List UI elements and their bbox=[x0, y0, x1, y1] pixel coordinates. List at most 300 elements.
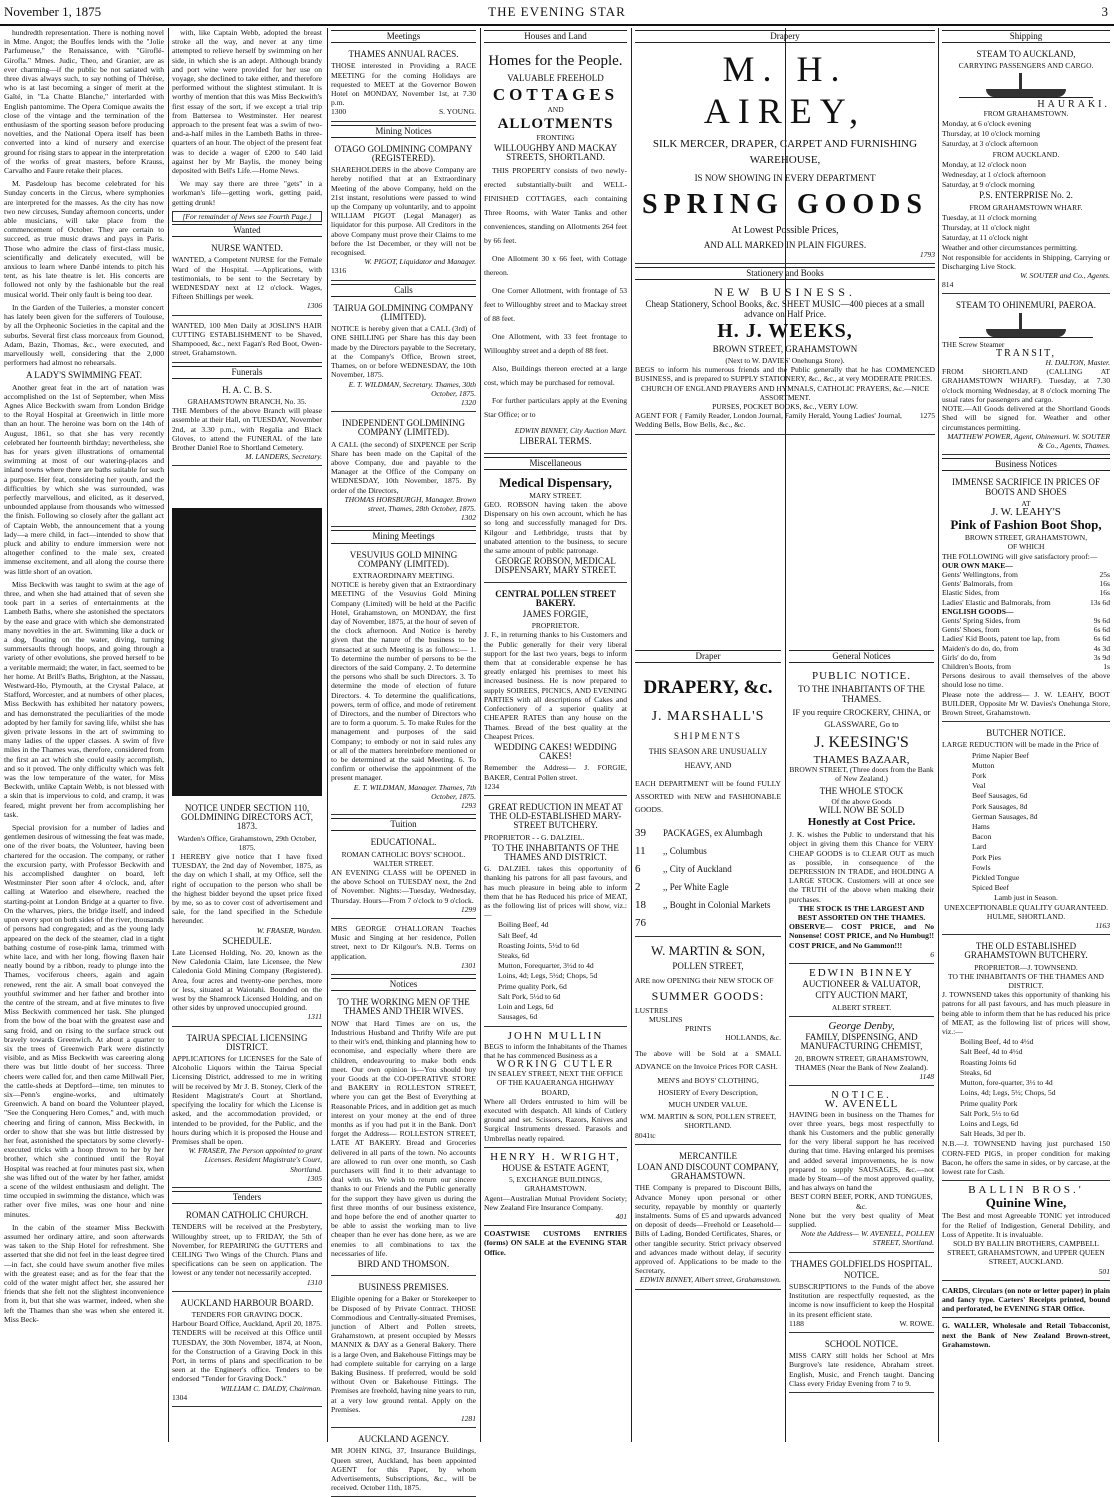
price-value: 6s 6d bbox=[1093, 634, 1110, 644]
ad-headline: EDWIN BINNEY bbox=[809, 967, 914, 980]
ad-headline: Quinine Wine, bbox=[985, 1195, 1067, 1211]
ad-subtitle: PROPRIETOR—J. TOWNSEND. bbox=[974, 962, 1078, 972]
article-paragraph: with, like Captain Webb, adopted the breast stroke all the way, and never at any time attempted to relieve herself by swimming on her side, in which she is an adept. Although brandy and port wine were provided for her use on voyage, she declined to take either, and therefore performed without the slightest stimulant. It is worthy of mention that this was Miss Beckwith's first essay of the sort, if we except a trial trip from Battersea to Westminster. Her nearest approach to the present feat was a swim of two-and-a-half miles in the Lambeth Baths in three-quarters of an hour. The object of the present feat was to decide a wager of £200 to £40 laid against her by Mr Baylis, the money being deposited with Bell's Life.—Home News. bbox=[172, 28, 322, 176]
price-list-item: Mutton, fore-quarter, 3½ to 4d bbox=[960, 1078, 1053, 1088]
ad-roman-catholic-church bbox=[172, 1207, 322, 1292]
price-list-item: Hams bbox=[972, 822, 990, 832]
ad-title: STEAM TO OHINEMURI, PAEROA. bbox=[955, 300, 1097, 311]
ad-number: 1310 bbox=[306, 1277, 322, 1287]
section-head-business: Business Notices bbox=[942, 458, 1110, 471]
ad-body: NOW that Hard Times are on us, the Industrious Husband and Thrifty Wife are put to their wit's end, thinking and planning how to economise, and especially where there are children, endeavouring to make both ends meet. Our own opinion is—You should buy your Goods at the CO-OPERATIVE STORE and BAKERY in ROLLESTON STREET, where you can get the Best of Everything at Reasonable Prices, and in addition get as much interest on your money at the end of three months as if you had put it in the Bank. Don't forget the Address— ROLLESTON STREET, LATE AT BAKERY. Bread and Groceries delivered in all parts of the town. No accounts are allowed to run over one month, so Cash purchasers will find it to their advantage to deal with us. We wish to return our sincere thanks to our Friends and the Public generally for the support they have given us during the first three months of our business existence, and hope before the end of another quarter to be able to assist the working man to live cheaper than he ever has done here, as we are enemies to all combinations to tax the necessaries of life. bbox=[331, 1018, 476, 1258]
ad-headline: WORKING CUTLER bbox=[496, 1059, 615, 1070]
column-rule bbox=[327, 28, 328, 1442]
ad-number: 1305 bbox=[306, 1173, 322, 1183]
price-list-item: Salt Beef, 4d to 4½d bbox=[960, 1047, 1023, 1057]
ad-number: 1306 bbox=[306, 301, 322, 311]
price-item: Girls' do do, from bbox=[942, 652, 997, 662]
ad-headline: M. H. AIREY, bbox=[703, 49, 867, 132]
ad-body: J. F., in returning thanks to his Customers and the Public generally for their very liberal support for the last two years, begs to inform them that at considerable expense he has greatly enlarged his premises to meet his increased business. He is now prepared to supply SOIREES, PICNICS, AND EVENING PARTIES with all descriptions of Cakes and Confectionery of a superior quality at CHEAPER RATES than any house on the Thames. Bread of the best quality at the Cheapest Prices. bbox=[484, 630, 627, 741]
ad-number: 1302 bbox=[460, 513, 476, 523]
steamship-illustration bbox=[959, 313, 1093, 338]
price-list-item: German Sausages, 8d bbox=[972, 811, 1038, 821]
article-paragraph: Another great feat in the art of natation was accomplished on the 1st of September, when Miss Agnes Alice Beckwith swam from London Bridge to the Royal Hospital at Greenwich in little more than an hour. The heroine was born on the 14th of August, 1861, so that she has very recently celebrated her fourteenth birthday; nevertheless, she has for years given illustrations of ornamental swimming at most of our watering-places and inland towns where there are baths suitable for such a purpose. Her feat, considering her youth, and the difficulties by which she was surrounded, was perfectly marvellous, and elicited, as it deserved, unbounded applause from thousands who witnessed the finish. Following so closely after the gallant act of Captain Webb, the announcement that a young lady—a mere child, in fact—intended to show that pluck and ability to endure immersion were not altogether confined to the male sex, created immense excitement, and all along the course there was little short of an ovation. bbox=[4, 382, 164, 576]
ad-body: OBSERVE— COST PRICE, and No Nonsense! COST PRICE, and No Humbug!! COST PRICE, and No Gammon!!! bbox=[789, 922, 934, 950]
ad-subtitle: LIBERAL TERMS. bbox=[519, 436, 592, 447]
price-list-item: Loins, 4d; Legs, 5½; Chops, 5d bbox=[960, 1088, 1056, 1098]
price-row bbox=[942, 598, 1110, 607]
masthead-title: THE EVENING STAR bbox=[488, 4, 626, 19]
ad-subtitle: WILLOUGHBY AND MACKAY STREETS, SHORTLAND. bbox=[493, 142, 618, 163]
ad-subtitle: MARY STREET. bbox=[529, 490, 582, 500]
ad-title: AUCKLAND HARBOUR BOARD. bbox=[180, 1297, 314, 1308]
ad-subtitle: MUCH UNDER VALUE. bbox=[668, 1100, 748, 1110]
ad-binney bbox=[789, 967, 934, 1017]
ad-title: IMMENSE SACRIFICE IN PRICES OF BOOTS AND SHOES bbox=[951, 477, 1101, 497]
price-list-item: Steaks, 6d bbox=[960, 1067, 992, 1077]
ad-body: Persons desirous to avail themselves of the above should lose no time. bbox=[942, 671, 1110, 690]
ad-body: TENDERS will be received at the Presbytery, Willoughby street, up to FRIDAY, the 5th of November, for REPAIRING the GUTTERS and CEILING Two Wings of the Church. Plans and specifications can be seen on application. The lowest or any tender not necessarily accepted. bbox=[172, 1222, 322, 1278]
package-count: 6 bbox=[635, 863, 641, 876]
timetable-entry: Monday, at 12 o'clock noon bbox=[942, 159, 1027, 169]
ad-subtitle: HOUSE & ESTATE AGENT, bbox=[501, 1163, 610, 1174]
ad-number: 501 bbox=[1098, 1266, 1110, 1276]
ad-keesing bbox=[789, 666, 934, 964]
article-paragraph: M. Pasdeloup has become celebrated for his Sunday concerts in the Circus, where symphonies are interpreted for the masses. As the city has now two new circuses, Sunday afternoon concerts, under able musicians, will take place from the commencement of October. They are certain to succeed, as true music draws and pays in Paris. Those who admire the class of first-class music, scientifically and delicately executed, will be anxious to learn where Danbé intends to pitch his tent, as his late theatre is let. His concerts are followed not only by the fashionable but the real musical world. Their only fault is being too dear. bbox=[4, 179, 164, 299]
ad-signature: HULME, SHORTLAND. bbox=[986, 911, 1066, 921]
ad-customs-entries: COASTWISE CUSTOMS ENTRIES (forms) ON SALE at the EVENING STAR Office. bbox=[484, 1229, 627, 1257]
ad-signature: SOLD BY BALLIN BROTHERS, CAMPBELL STREET, GRAHAMSTOWN, and UPPER QUEEN STREET, AUCKLAND. bbox=[947, 1238, 1105, 1267]
ad-headline: JOHN MULLIN bbox=[507, 1030, 604, 1043]
price-list-item: Salt Heads, 3d per lb. bbox=[960, 1129, 1026, 1139]
ad-body: BEGS to inform his numerous friends and the Public generally that he has COMMENCED BUSINESS, and is prepared to SUPPLY STATIONERY, &c., &c., at very MODERATE PRICES. bbox=[635, 365, 935, 384]
price-list-item: Bacon bbox=[972, 832, 992, 842]
ad-body: One Allotment 30 x 66 feet, with Cottage thereon. bbox=[484, 254, 627, 278]
ad-subtitle: HOSIERY of Every Description, bbox=[658, 1087, 758, 1097]
ad-subtitle: 5, EXCHANGE BUILDINGS, GRAHAMSTOWN. bbox=[509, 1175, 602, 1194]
price-item: Children's Boots, from bbox=[942, 661, 1012, 671]
masthead-date: November 1, 1875 bbox=[4, 4, 102, 19]
ad-subtitle: SILK MERCER, DRAPER, CARPET AND FURNISHING WAREHOUSE, bbox=[652, 138, 918, 167]
ad-body: Remember the Address— J. FORGIE, BAKER, Central Pollen street. bbox=[484, 763, 627, 782]
ad-item: PRINTS bbox=[685, 1024, 712, 1034]
section-head-tuition: Tuition bbox=[331, 818, 476, 831]
ad-hacb bbox=[172, 382, 322, 467]
ad-subtitle: GRAHAMSTOWN BRANCH, No. 35. bbox=[187, 396, 307, 406]
ad-number: 1316 bbox=[331, 266, 347, 276]
timetable bbox=[942, 160, 1110, 190]
price-value: 16s bbox=[1099, 588, 1110, 598]
ad-independent-goldmining bbox=[331, 415, 476, 527]
ad-body: BEGS to inform the Inhabitants of the Thames that he has commenced Business as a bbox=[484, 1041, 627, 1060]
ad-john-mullin bbox=[484, 1030, 627, 1147]
ad-homes-for-people bbox=[484, 46, 627, 453]
ad-marshall bbox=[635, 666, 781, 937]
ad-subtitle: P.S. ENTERPRISE No. 2. bbox=[979, 190, 1073, 201]
ad-vesuvius bbox=[331, 547, 476, 816]
ad-number: 1275 bbox=[919, 411, 935, 421]
price-value: 4s 3d bbox=[1093, 643, 1110, 653]
timetable-entry: Saturday, at 11 o'clock night bbox=[942, 233, 1029, 243]
ad-number: 1234 bbox=[484, 781, 500, 791]
column-shipping-business bbox=[942, 28, 1110, 1442]
ad-subtitle: THAMES BAZAAR, bbox=[813, 753, 910, 766]
ad-item: LUSTRES bbox=[635, 1005, 668, 1015]
ad-subtitle: WILL NOW BE SOLD bbox=[818, 804, 905, 815]
ad-number: 1188 bbox=[789, 1318, 804, 1328]
ad-body: MRS GEORGE O'HALLORAN Teaches Music and Singing at her residence, Pollen street, next to Dr Kilgour's. N.B. Terms on application. bbox=[331, 924, 476, 961]
ad-subtitle: TENDERS FOR GRAVING DOCK. bbox=[191, 1309, 303, 1319]
ad-body: A CALL (the second) of SIXPENCE per Scrip Share has been made on the Capital of the above Company, due and payable to the Manager at the Office of the Company on WEDNESDAY, 10th November, 1875. By order of the Directors, bbox=[331, 439, 476, 495]
ad-body: EACH DEPARTMENT will be found FULLY ASSORTED with NEW and FASHIONABLE GOODS. bbox=[635, 779, 781, 815]
ad-body: For further particulars apply at the Evening Star Office; or to bbox=[484, 396, 627, 420]
ad-body: NOTICE is hereby given that a CALL (3rd) of ONE SHILLING per Share has this day been made by the Directors payable to the Secretary, at the Company's Office, Brown street, Thames, on or before WEDNESDAY, the 10th November, 1875. bbox=[331, 324, 476, 380]
ad-body: THE Company is prepared to Discount Bills, Advance Money upon personal or other security, repayable by monthly or quarterly instalments. Sums of £5 and upwards advanced on deposit of deeds—Freehold or Leasehold—Bills of Lading, Bonded Certificates, Shares, or other tangible security. Strict privacy observed and advances made without delay, if security approved of. Applications to be made to the Secretary, bbox=[635, 1183, 781, 1276]
ad-subtitle: FAMILY, DISPENSING, AND MANUFACTURING CHEMIST, bbox=[800, 1032, 923, 1052]
ad-subtitle: CARRYING PASSENGERS AND CARGO. bbox=[958, 61, 1094, 71]
ad-number: 1304 bbox=[172, 1392, 188, 1402]
price-row bbox=[942, 579, 1110, 588]
price-item: Gents' Balmorals, from bbox=[942, 579, 1013, 589]
package-list bbox=[635, 824, 781, 932]
ad-number: 814 bbox=[942, 280, 954, 290]
ad-signature: EDWIN BINNEY, City Auction Mart. bbox=[514, 426, 627, 436]
ad-subtitle: AND bbox=[547, 105, 564, 115]
ad-subtitle: CITY AUCTION MART, bbox=[815, 990, 908, 1001]
ad-headline: GREAT REDUCTION IN MEAT AT THE OLD-ESTABLISHED MARY-STREET BUTCHERY. bbox=[488, 801, 623, 831]
ad-body: SHAREHOLDERS in the above Company are hereby notified that at an Extraordinary Meeting of the above Company, held on the 21st instant, resolutions were passed to wind up the Company up voluntarily, and to appoint WILLIAM PIGOT (Legal Manager) as liquidator for this purpose. All Creditors in the above Company must prove their Claims to me before the 1st December, or they will not be recognised. bbox=[331, 165, 476, 258]
ad-item: MUSLINS bbox=[649, 1015, 683, 1025]
package-count: 39 bbox=[635, 827, 646, 840]
timetable-entry: Thursday, at 10 o'clock morning bbox=[942, 129, 1041, 139]
ad-ballin bbox=[942, 1184, 1110, 1281]
damaged-print-area bbox=[172, 508, 322, 796]
ad-number: 1293 bbox=[460, 801, 476, 811]
ad-body: NOTE.—All Goods delivered at the Shortland Goods Shed will be signed for. Weather and other circumstances permitting. bbox=[942, 404, 1110, 432]
ad-body: LARGE REDUCTION will be made in the Price of bbox=[942, 740, 1099, 750]
ad-body: Harbour Board Office, Auckland, April 20, 1875. TENDERS will be received at this Office until TUESDAY, the 30th November, 1874, at Noon, for the Construction of a Graving Dock in this Port, in terms of plans and specification to be seen at the Engineer's office. Tenders to be endorsed "Tender for Graving Dock." bbox=[172, 1319, 322, 1384]
section-head-shipping: Shipping bbox=[942, 30, 1110, 43]
ad-number: 1320 bbox=[460, 397, 476, 407]
ad-headline: PUBLIC NOTICE. bbox=[812, 670, 911, 683]
timetable-entry: Saturday, at 3 o'clock afternoon bbox=[942, 139, 1038, 149]
timetable-entry: Saturday, at 9 o'clock morning bbox=[942, 180, 1035, 190]
timetable-entry: Wednesday, at 1 o'clock afternoon bbox=[942, 170, 1046, 180]
ad-headline: Pink of Fashion Boot Shop, bbox=[950, 517, 1102, 533]
ad-working-men bbox=[331, 994, 476, 1276]
ad-signature: E. T. WILDMAN, Secretary. Thames, 30th October, 1875. bbox=[348, 379, 476, 398]
article-paragraph: Miss Beckwith was taught to swim at the age of three, and when she had attained that of seven she took part in a series of entertainments at the Lambeth Baths, where she astonished the spectators by the ease and grace with which she demonstrated many novelties in the art. Swimming like a duck or a dog, floating on the water, diving, turning summersaults through hoops, and going through a variety of other evolutions, she proved herself to be a veritable mermaid; the water, in fact, seemed to be her home. At Brill's Baths, Brighton, at the Nassau, Westward-Ho, Plymouth, at the Crystal Palace, at Stafford, Worcester, and at numbers of other places, Miss Beckwith has exhibited her natatory powers, and has demonstrated the peculiarities of the mode adopted by her family for saving life, whilst she has given private lessons in the art of swimming to many ladies of the upper classes. A swim of five miles in the Thames was, therefore, considered from the first an act which she could easily accomplish, and so it proved. The only difficulty which was felt was the low temperature of the water, for Miss Beckwith, unlike Captain Webb, is not blessed with a skin that is impervious to cold, and cramp, it was feared, might prevent her from accomplishing her task. bbox=[4, 579, 164, 819]
ad-body: THE Screw Steamer bbox=[942, 339, 1005, 349]
ad-subtitle: TO THE INHABITANTS OF THE THAMES. bbox=[798, 684, 925, 704]
price-list bbox=[942, 570, 1110, 607]
ad-title: TAIRUA SPECIAL LICENSING DISTRICT. bbox=[186, 1032, 308, 1052]
timetable bbox=[942, 213, 1110, 243]
price-list-item: Prime Napier Beef bbox=[972, 750, 1029, 760]
ad-title: OTAGO GOLDMINING COMPANY (REGISTERED). bbox=[334, 143, 473, 164]
price-item: Ladies' Elastic and Balmorals, from bbox=[942, 597, 1051, 607]
ad-title: MERCANTILE bbox=[679, 1150, 737, 1161]
section-head-meetings: Meetings bbox=[331, 30, 476, 43]
ad-body: Eligible opening for a Baker or Storekeeper to be Disposed of by Private Contract. THOSE Commodious and Centrally-situated Premises, junction of Albert and Pollen streets, Grahamstown, at present occupied by Messrs MANNIX & DAY as a General Bakery. There is a large Oven, and Bakehouse Fittings may be had complete suitable for carrying on a large Baking Business. If preferred, would be sold without Oven or Bakehouse Fittings. The Premises are freehold, having nine years to run, at a very low ground rental. Apply on the Premises. bbox=[331, 1294, 476, 1414]
ad-subtitle: FROM GRAHAMSTOWN. bbox=[983, 108, 1069, 118]
price-item: Gents' Wellingtons, from bbox=[942, 569, 1018, 579]
package-row bbox=[635, 824, 781, 842]
ad-body: Where all Orders entrusted to him will be executed with despatch. All kinds of Cutlery ground and set. Scissors, Razors, Knives and Surgical Instruments dressed. Parasols and Umbrellas neatly repaired. bbox=[484, 1096, 627, 1143]
ad-title: BUSINESS PREMISES. bbox=[358, 1282, 449, 1293]
price-list-item: Veal bbox=[972, 781, 986, 791]
ad-subtitle: At Lowest Possible Prices, bbox=[731, 225, 839, 237]
ad-body: HAVING been in business on the Thames for over three years, begs most respectfully to thank his Customers and the public generally for the very liberal support he has received during that time. Having enlarged his premises and added several improvements, he is now prepared to supply SAUSAGES, &c.—not made by Steam—of the most approved quality, and has always on hand the bbox=[789, 1109, 934, 1193]
package-row bbox=[635, 842, 781, 860]
ad-tairua-licensing bbox=[172, 1030, 322, 1188]
ad-mary-street-butchery bbox=[484, 799, 627, 1027]
price-value: 16s bbox=[1099, 579, 1110, 589]
ad-signature: M. LANDERS, Secretary. bbox=[245, 452, 322, 462]
ad-subtitle: (Next to W. DAVIES' Onehunga Store). bbox=[725, 356, 845, 366]
ad-headline: NOTICE. bbox=[831, 1090, 892, 1102]
ad-body: WANTED, 100 Men Daily at JOSLIN'S HAIR CUTTING ESTABLISHMENT to be Shaved, Shampooed, &c., next Fagan's Red Boot, Owen-street, Grahamstown. bbox=[172, 320, 322, 358]
column-news-1 bbox=[4, 28, 164, 1442]
ad-headline: BALLIN BROS.' bbox=[968, 1184, 1084, 1197]
article-paragraph: hundredth representation. There is nothing novel in Mme. Angot; the Bouffes lends with the "Jolie Parfumeuse," the Renaissance, with "Giroflé-Girofla." Mmes. Judic, Theo, and Granier, are as ever charming—if the public be not satiated with three divas always such, to say nothing of Thérèse, who is at last becoming a singer of merit at the Gaîté, in "La Chatte Blanche," interlarded with English pantomime. The Opera Comique awaits the close of the vintage and the termination of the enthusiasm of the sporting season before producing novelties, and the National Opera itself has been converted into a kind of nursery and exercise ground for rising stars to appear in the interpretation of the works of great masters, before Krauss, Carvalho and Faure retake their places. bbox=[4, 28, 164, 176]
price-row bbox=[942, 616, 1110, 625]
ad-number: 1793 bbox=[919, 249, 935, 259]
ad-signature: S. YOUNG. bbox=[438, 107, 476, 117]
article-paragraph: In the Garden of the Tuileries, a monster concert has lately been given for the sufferers of Toulouse, by all the Orpheonic Societies in the capital and the suburbs. Several first class morceaux from Gounod, Adam, Bazin, Thomas, &c., were executed, and marvellously well, considering that the 2,000 performers had almost no rehearsals. bbox=[4, 302, 164, 368]
ad-nurse-wanted bbox=[172, 240, 322, 315]
price-list bbox=[942, 616, 1110, 671]
ad-number: 1311 bbox=[307, 1012, 322, 1022]
ad-number: 8041tc bbox=[635, 1130, 656, 1140]
ad-business-premises bbox=[331, 1279, 476, 1428]
price-list-item: Salt Pork, 5½d to 6d bbox=[498, 991, 561, 1001]
ad-subtitle: AT bbox=[1021, 498, 1031, 508]
price-list-item: Mutton bbox=[972, 760, 995, 770]
article-paragraph: We may say there are three "gets" in a workman's life—getting work, getting paid, getting drunk! bbox=[172, 179, 322, 207]
ad-auckland-agency bbox=[331, 1431, 476, 1497]
package-count: 18 bbox=[635, 899, 646, 912]
column-rule bbox=[631, 28, 632, 1442]
price-list-item: Sausages, 6d bbox=[498, 1012, 538, 1022]
price-list bbox=[942, 751, 1110, 893]
price-list-item: Boiling Beef, 4d bbox=[498, 920, 549, 930]
ad-headline: NEW BUSINESS. bbox=[714, 285, 856, 300]
price-row bbox=[942, 653, 1110, 662]
section-head-wanted: Wanted bbox=[172, 224, 322, 237]
column-rule bbox=[168, 28, 169, 1442]
ad-subtitle: IS NOW SHOWING IN EVERY DEPARTMENT bbox=[694, 173, 876, 184]
ad-headline: George Denby, bbox=[828, 1019, 895, 1032]
ad-body: Late Licensed Holding, No. 20, known as the New Caledonia Claim, late Licensee, the New Caledonia Gold Mining Company (Registered). Area, four acres and twenty-one perches, more or less, situated at Waiotahi. Bounded on the west by the Shamrock Licensed Holding, and on other sides by unproved unoccupied ground. bbox=[172, 948, 322, 1013]
ad-ohalloran bbox=[331, 922, 476, 975]
timetable-entry: Tuesday, at 11 o'clock morning bbox=[942, 212, 1037, 222]
ad-headline: Homes for the People. bbox=[488, 53, 623, 70]
section-head-drapery: Drapery bbox=[635, 30, 935, 43]
ad-leahy bbox=[942, 474, 1110, 722]
ad-signature: MATTHEW POWER, Agent, Ohinemuri. W. SOUTER & Co., Agents, Thames. bbox=[947, 431, 1110, 450]
ad-airey bbox=[635, 46, 935, 264]
ad-body: None but the very best quality of Meat supplied. bbox=[789, 1210, 934, 1229]
ad-body: MR JOHN KING, 37, Insurance Buildings, Queen street, Auckland, has been appointed AGENT for this Paper, by whom Advertisements, Subscriptions, &c., will be received. October 11th, 1875. bbox=[331, 1446, 476, 1493]
column-draper bbox=[635, 648, 781, 1442]
ad-body: N.B.—J. TOWNSEND having just purchased 150 CORN-FED PIGS, in proper condition for making Bacon, he offers the same in sides, or by carcase, at the lowest rate for Cash. bbox=[942, 1139, 1110, 1176]
package-count: 2 bbox=[635, 881, 641, 894]
ad-henry-wright bbox=[484, 1151, 627, 1226]
ad-steam-ohinemuri bbox=[942, 297, 1110, 455]
package-source: PACKAGES, ex Alumbagh bbox=[663, 828, 763, 839]
ad-headline: J. W. LEAHY'S bbox=[991, 505, 1061, 518]
ad-subtitle: CHURCH OF ENGLAND PRAYERS AND HYMNALS, CATHOLIC PRAYERS, &c.—NICE ASSORTMENT. bbox=[640, 383, 930, 402]
ad-headline: DRAPERY, &c. bbox=[643, 677, 773, 699]
section-head-draper: Draper bbox=[635, 650, 781, 663]
ad-body: THE Members of the above Branch will please assemble at their Hall, on TUESDAY, November 2nd, at 3.30 p.m., with Regalia and Black Gloves, to attend the FUNERAL of the late Brother Daniel Roe to Shortland Cemetery. bbox=[172, 406, 322, 452]
ad-headline: ALLOTMENTS bbox=[497, 115, 614, 132]
package-source: ,, Columbus bbox=[663, 846, 707, 857]
ad-body: The above will be Sold at a SMALL ADVANCE on the Invoice Prices FOR CASH. bbox=[635, 1048, 781, 1071]
section-head-tenders: Tenders bbox=[172, 1191, 322, 1204]
price-list-item: Fowls bbox=[972, 862, 991, 872]
ad-subtitle: VALUABLE FREEHOLD bbox=[507, 73, 604, 84]
package-source: ,, Per White Eagle bbox=[663, 882, 729, 893]
ad-headline: W. MARTIN & SON, bbox=[651, 943, 765, 959]
ad-body: THIS PROPERTY consists of two newly-erected substantially-built and WELL-FINISHED COTTAGES, each containing Three Rooms, with Water Tanks and other conveniences, standing on Allotments 264 feet by 66 feet. bbox=[484, 166, 627, 246]
section-head-notices: Notices bbox=[331, 978, 476, 991]
price-list-item: Salt Beef, 4d bbox=[498, 930, 538, 940]
article-paragraph: In the cabin of the steamer Miss Beckwith assumed her ordinary attire, and soon afterwards was taken to the Ship Hotel for refreshment. She asserted that she did not feel in the least degree tired—in fact, she could have swum another five miles with the greatest ease; and as for the fear that the cold of the water might affect her, she assured her friends that she felt not the slightest inconvenience from it, but that she was warmer, indeed, when she left the Thames than she was when she entered it. Miss Beck- bbox=[4, 1222, 164, 1324]
price-item: Ladies' Kid Boots, patent toe lap, from bbox=[942, 634, 1060, 644]
price-list bbox=[942, 1037, 1110, 1138]
ad-body: One Corner Allotment, with frontage of 53 feet to Willoughby street and to Mackay street of 88 feet. bbox=[484, 286, 627, 324]
ad-butcher-hulme bbox=[942, 725, 1110, 935]
ad-loan-discount bbox=[635, 1148, 781, 1290]
ad-number: 6 bbox=[930, 949, 934, 959]
ad-number: 1301 bbox=[460, 960, 476, 970]
ad-headline: Medical Dispensary, bbox=[499, 474, 612, 490]
section-head-funerals: Funerals bbox=[172, 366, 322, 379]
ad-martin-son bbox=[635, 940, 781, 1144]
ad-avenell bbox=[789, 1089, 934, 1252]
ad-number: 1148 bbox=[919, 1071, 934, 1081]
package-source: ,, City of Auckland bbox=[663, 864, 732, 875]
section-head-mining-meetings: Mining Meetings bbox=[331, 530, 476, 543]
price-list-item: Loins and Legs, 6d bbox=[960, 1118, 1019, 1128]
ad-body: CARDS, Circulars (on note or letter paper) in plain and fancy type. Carters' Receipts printed, bound and perforated, be EVENING STAR Office. bbox=[942, 1285, 1110, 1314]
ad-subtitle: SHIPMENTS bbox=[673, 731, 742, 742]
ad-body: AN EVENING CLASS will be OPENED in the above School on TUESDAY next, the 2nd of November. Nights:—Tuesday, Wednesday, Thursday. Hours—From 7 o'clock to 9 o'clock. bbox=[331, 868, 476, 905]
ad-subtitle: BROWN STREET, (Three doors from the Bank of New Zealand.) bbox=[789, 765, 934, 784]
ad-subtitle: EXTRAORDINARY MEETING. bbox=[352, 570, 455, 580]
ad-number: 1163 bbox=[1095, 921, 1110, 931]
ad-body: MISS CARY still holds her School at Mrs Burgrove's late residence, Abraham street. English, Music, and French taught. Dancing Class every Friday Evening from 7 to 9. bbox=[789, 1351, 934, 1388]
package-source: ,, Bought in Colonial Markets bbox=[663, 900, 771, 911]
ad-body: FROM SHORTLAND (CALLING AT GRAHAMSTOWN WHARF). Tuesday, at 7.30 o'clock morning Wednesday, at 8 o'clock morning The usual rates for passengers and cargo. bbox=[942, 367, 1110, 404]
ad-headline: H. J. WEEKS, bbox=[717, 319, 853, 342]
price-list-item: Loin and Legs, 6d bbox=[498, 1001, 554, 1011]
price-value: 3s 9d bbox=[1093, 652, 1110, 662]
package-row bbox=[635, 914, 781, 932]
ad-subtitle: PURSES, POCKET BOOKS, &c., VERY LOW. bbox=[712, 402, 858, 412]
ad-body: ARE now OPENING their NEW STOCK OF bbox=[635, 975, 774, 985]
ad-title: SCHEDULE. bbox=[222, 935, 272, 946]
price-list-item: Pickled Tongue bbox=[972, 873, 1020, 883]
ad-signature: WM. MARTIN & SON, POLLEN STREET, SHORTLAND. bbox=[639, 1112, 777, 1131]
ad-signature: E. T. WILDMAN, Manager. Thames, 7th October, 1875. bbox=[353, 782, 476, 801]
ad-body: THOSE interested in Providing a RACE MEETING for the coming Holidays are requested to MEET at the Governor Bowen Hotel on MONDAY, November 1st, at 7.30 p.m. bbox=[331, 61, 476, 108]
masthead bbox=[0, 0, 1114, 26]
price-list-item: Pork Pies bbox=[972, 852, 1001, 862]
timetable-entry: Thursday, at 11 o'clock night bbox=[942, 223, 1030, 233]
ad-subtitle: BROWN STREET, GRAHAMSTOWN, bbox=[964, 533, 1088, 543]
price-value: 9s 6d bbox=[1093, 615, 1110, 625]
ad-educational bbox=[331, 834, 476, 919]
price-item: Maiden's do do, do, from bbox=[942, 643, 1019, 653]
ad-body: One Allotment, with 33 feet frontage to Willoughby street and a depth of 88 feet. bbox=[484, 332, 627, 356]
ad-item: HOLLANDS, &c. bbox=[725, 1033, 781, 1043]
ad-body: Weather and other circumstances permitting. bbox=[942, 243, 1078, 253]
price-list-item: Salt Pork, 5½ to 6d bbox=[960, 1108, 1019, 1118]
ad-subtitle: THE STOCK IS THE LARGEST AND BEST ASSORTED ON THE THAMES. bbox=[797, 903, 926, 923]
continued-note: [For remainder of News see Fourth Page.] bbox=[172, 211, 322, 222]
ad-body: Also, Buildings thereon erected at a large cost, which may be purchased for removal. bbox=[484, 364, 627, 388]
price-list-item: Roasting Joints, 5½d to 6d bbox=[498, 940, 580, 950]
price-item: Gents' Shoes, from bbox=[942, 625, 1000, 635]
price-list-item: Beef Sausages, 6d bbox=[972, 791, 1028, 801]
column-houses-land bbox=[484, 28, 627, 1442]
ad-joslin bbox=[172, 319, 322, 363]
ad-subtitle: POLLEN STREET, bbox=[672, 961, 744, 972]
price-row bbox=[942, 634, 1110, 643]
steamship-illustration bbox=[959, 73, 1093, 98]
ad-title: SCHOOL NOTICE. bbox=[824, 1338, 899, 1349]
ad-signature: WILLIAM C. DALDY, Chairman. bbox=[220, 1383, 322, 1393]
ad-title: INDEPENDENT GOLDMINING COMPANY (LIMITED). bbox=[341, 418, 466, 438]
package-count: 11 bbox=[635, 845, 646, 858]
ad-otago-goldmining bbox=[331, 141, 476, 281]
column-news-2-lower bbox=[172, 800, 322, 1442]
ad-subtitle: TO THE INHABITANTS OF THE THAMES AND DISTRICT. bbox=[948, 971, 1104, 991]
ad-body: AGENT FOR { Family Reader, London Journal, Family Herald, Young Ladies' Journal, Wedding Bells, Bow Bells, &c., &c. bbox=[635, 411, 902, 430]
ad-signature: GEORGE ROBSON, MEDICAL DISPENSARY, MARY STREET. bbox=[494, 556, 617, 576]
ad-notice-110 bbox=[172, 800, 322, 1027]
timetable bbox=[942, 119, 1110, 149]
ad-title: THAMES ANNUAL RACES. bbox=[348, 49, 459, 60]
ad-weeks bbox=[635, 283, 935, 434]
ad-body: APPLICATIONS for LICENSES for the Sale of Alcoholic Liquors within the Tairua Special Licensing District, addressed to me in writing will be received by Mr J. B. Stoney, Clerk of the Resident Magistrate's Court at Shortland, specifying the locality for which the License is asked, and the accommodation provided, or intended to be provided, for the Public, and the hours during which it is proposed the House and Premises shall be open. bbox=[172, 1054, 322, 1146]
ad-subtitle: H. DALTON, Master. bbox=[1045, 358, 1110, 368]
price-value: 6s 6d bbox=[1093, 625, 1110, 635]
column-rule bbox=[938, 28, 939, 1442]
ad-headline: J. MARSHALL'S bbox=[651, 709, 765, 725]
ad-title: H. A. C. B. S. bbox=[222, 384, 272, 395]
price-item: Elastic Sides, from bbox=[942, 588, 1000, 598]
price-list-item: Boiling Beef, 4d to 4½d bbox=[960, 1037, 1034, 1047]
ad-signature: THOMAS HORSBURGH, Manager. Brown street, Thames, 28th October, 1875. bbox=[344, 494, 476, 513]
ad-subtitle: TO THE INHABITANTS OF THE THAMES AND DISTRICT. bbox=[492, 842, 619, 862]
ad-headline: CENTRAL POLLEN STREET BAKERY. bbox=[495, 588, 616, 608]
ad-signature: W. SOUTER and Co., Agents. bbox=[1020, 271, 1110, 281]
ad-body: J. TOWNSEND takes this opportunity of thanking his patrons for all past favours, and has much pleasure in being able to inform them that he has reduced his price of MEAT, as the following list of prices will show, viz.:— bbox=[942, 990, 1110, 1037]
ad-subtitle: AUCTIONEER & VALUATOR, bbox=[802, 979, 921, 990]
ad-body: GEO. ROBSON having taken the above Dispensary on his own account, which he has so long and successfully managed for Drs. Kilgour and Lethbridge, trusts that by unabated attention to the business, to secure the same amount of public patronage. bbox=[484, 500, 627, 556]
ad-signature: W. PIGOT, Liquidator and Manager. bbox=[364, 257, 476, 267]
price-list-item: Lard bbox=[972, 842, 987, 852]
ad-number: 1299 bbox=[460, 904, 476, 914]
ad-goldfields-hospital bbox=[789, 1256, 934, 1333]
ad-headline: HENRY H. WRIGHT, bbox=[490, 1150, 621, 1163]
section-head-calls: Calls bbox=[331, 284, 476, 297]
ad-subtitle: FRONTING bbox=[536, 132, 575, 142]
price-list-item: Prime quality Pork bbox=[960, 1098, 1018, 1108]
